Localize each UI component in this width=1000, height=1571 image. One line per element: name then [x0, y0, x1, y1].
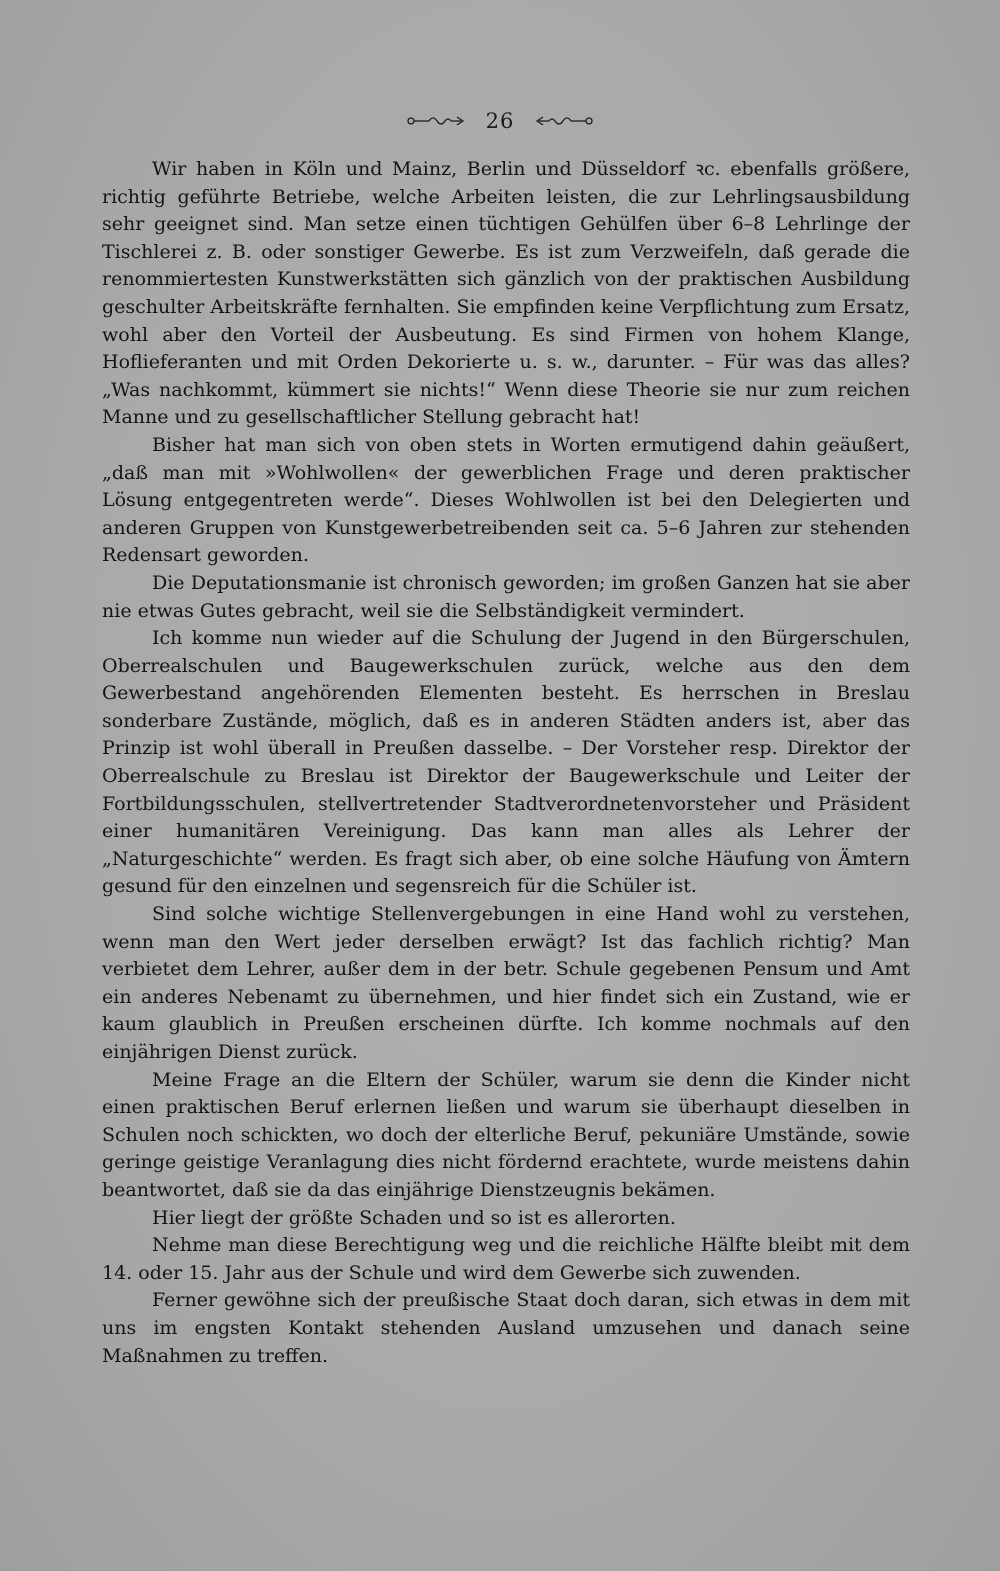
page-header	[0, 104, 1000, 136]
paragraph-3: Die Deputationsmanie ist chronisch geworden; im großen Ganzen hat sie aber nie etwas Gutes gebracht, weil sie die Selbständigkeit vermindert.	[102, 571, 910, 622]
paragraph-8: Nehme man diese Berechtigung weg und die reichliche Hälfte bleibt mit dem 14. oder 15. Jahr aus der Schule und wird dem Gewerbe sich zuwenden.	[102, 1234, 910, 1284]
paragraph-6: Meine Frage an die Eltern der Schüler, warum sie denn die Kinder nicht einen praktischen Beruf erlernen ließen und warum sie überhaupt dieselben in Schulen noch schickten, wo doch der elterliche Beruf, pekuniäre Umstände, sowie geringe geistige Veranlagung dies nicht fördernd erachtete, wurde meistens dahin beantwortet, daß sie da das einjährige Dienstzeugnis bekämen.	[102, 1068, 910, 1201]
paragraph-5: Sind solche wichtige Stellenvergebungen in eine Hand wohl zu verstehen, wenn man den Wert jeder derselben erwägt? Ist das fachlich richtig? Man verbietet dem Lehrer, außer dem in der betr. Schule gegebenen Pensum und Amt ein anderes Nebenamt zu übernehmen, und hier findet sich ein Zustand, wie er kaum glaublich in Preußen erscheinen dürfte. Ich komme nochmals auf den einjährigen Dienst zurück.	[102, 903, 910, 1063]
paragraph-4: Ich komme nun wieder auf die Schulung der Jugend in den Bürgerschulen, Oberrealschulen und Baugewerkschulen zurück, welche aus den dem Gewerbestand angehörenden Elementen besteht. Es herrschen in Breslau sonderbare Zustände, möglich, daß es in anderen Städten anders ist, aber das Prinzip ist wohl überall in Preußen dasselbe. – Der Vorsteher resp. Direktor der Oberrealschule zu Breslau ist Direktor der Baugewerkschule und Leiter der Fortbildungsschulen, stellvertretender Stadtverordnetenvorsteher und Präsident einer humanitären Vereinigung. Das kann man alles als Lehrer der „Naturgeschichte“ werden. Es fragt sich aber, ob eine solche Häufung von Ämtern gesund für den einzelnen und segensreich für die Schüler ist.	[102, 627, 910, 898]
paragraph-1: Wir haben in Köln und Mainz, Berlin und Düsseldorf ꝛc. ebenfalls größere, richtig geführte Betriebe, welche Arbeiten leisten, die zur Lehrlingsausbildung sehr geeignet sind. Man setze einen tüchtigen Gehülfen über 6–8 Lehrlinge der Tischlerei z. B. oder sonstiger Gewerbe. Es ist zum Verzweifeln, daß gerade die renommiertesten Kunstwerkstätten sich gänzlich von der praktischen Ausbildung geschulter Arbeitskräfte fernhalten. Sie empfinden keine Verpflichtung zum Ersatz, wohl aber den Vorteil der Ausbeutung. Es sind Firmen von hohem Klange, Hoflieferanten und mit Orden Dekorierte u. s. w., darunter. – Für was das alles? „Was nachkommt, kümmert sie nichts!“ Wenn diese Theorie sie nur zum reichen Manne und zu gesellschaftlicher Stellung gebracht hat!	[102, 158, 910, 429]
left-ornament-icon	[407, 114, 465, 128]
paragraph-9: Ferner gewöhne sich der preußische Staat doch daran, sich etwas in dem mit uns im engsten Kontakt stehenden Ausland umzusehen und danach seine Maßnahmen zu treffen.	[102, 1289, 910, 1367]
page-number: 26	[485, 108, 515, 133]
paragraph-2: Bisher hat man sich von oben stets in Worten ermutigend dahin geäußert, „daß man mit »Wohlwollen« der gewerblichen Frage und deren praktischer Lösung entgegentreten werde“. Dieses Wohlwollen ist bei den Delegierten und anderen Gruppen von Kunstgewerbetreibenden seit ca. 5–6 Jahren zur stehenden Redensart geworden.	[102, 433, 910, 567]
paragraph-7: Hier liegt der größte Schaden und so ist es allerorten.	[152, 1206, 676, 1229]
right-ornament-icon	[535, 114, 593, 128]
body-text	[102, 156, 910, 1370]
